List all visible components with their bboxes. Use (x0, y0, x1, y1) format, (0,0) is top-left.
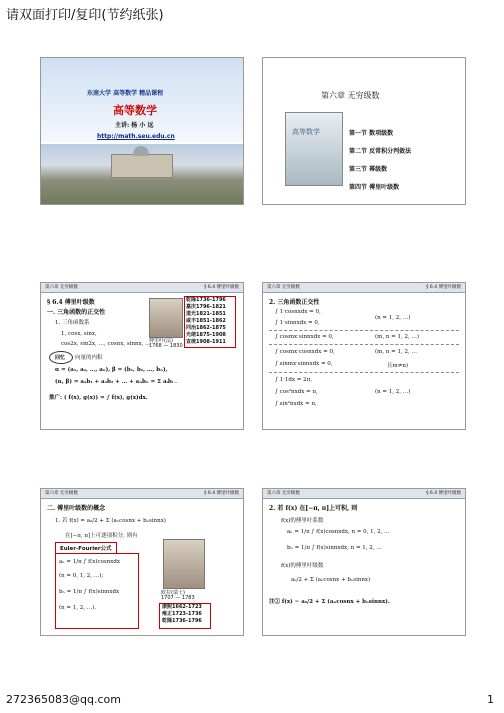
slide-bar: 第六章 无穷级数 § 6.4 傅里叶级数 (41, 489, 243, 499)
portrait-years: 1707 — 1783 (161, 595, 195, 601)
series-formula: a₀/2 + Σ (aₙcosnx + bₙsinnx) (291, 577, 371, 583)
divider (269, 344, 459, 345)
trig-line-2: cos2x, sin2x, …, cosnx, sinnx, … (61, 341, 151, 347)
footer-email: 272365083@qq.com (6, 693, 121, 706)
portrait-name: 欧拉(瑞士) (161, 590, 185, 596)
slide-fourier-concept (40, 488, 244, 636)
slide-cover (40, 57, 244, 205)
formula-b: bₙ = 1/π ∫ f(x)sinnxdx (59, 589, 120, 595)
slide-fourier-coefficients (262, 488, 466, 636)
course-title: 高等数学 (113, 104, 157, 117)
ortho-cond-3: (m, n = 1, 2, … (375, 349, 417, 355)
ortho-cond-5: (n = 1, 2, …) (375, 389, 411, 395)
toc-item-1[interactable]: 第一节 数项级数 (349, 130, 394, 137)
page-header: 请双面打印/复印(节约纸张) (6, 8, 164, 23)
book-cover: 高等数学 (285, 112, 343, 186)
slide-bar: 第六章 无穷级数 § 6.4 傅里叶级数 (263, 489, 465, 499)
portrait-years: 1768 — 1830 (149, 343, 183, 349)
slide-orthogonality (262, 282, 466, 430)
slide-bar: 第六章 无穷级数 § 6.4 傅里叶级数 (41, 283, 243, 293)
heading-1: 一. 三角函数的正交性 (47, 309, 106, 316)
ortho-eq-5: ∫ sinmx·sinnxdx = 0, (275, 361, 333, 367)
ortho-cond-2: (m, n = 1, 2, …) (375, 334, 420, 340)
page-number: 1 (487, 693, 494, 706)
chapter-title: 第六章 无穷级数 (321, 91, 380, 100)
slide-contents (262, 57, 466, 205)
course-url[interactable]: http://math.seu.edu.cn (97, 133, 175, 140)
formula-b-cond: (n = 1, 2, …). (59, 605, 97, 611)
euler-portrait (163, 539, 205, 589)
ortho-eq-6: ∫ 1·1dx = 2π, (275, 377, 312, 383)
condition-line: 2. 若 f(x) 在[−π, π]上可积, 则 (269, 505, 358, 512)
ortho-eq-1: ∫ 1·cosnxdx = 0, (275, 309, 321, 315)
slide-orthogonality-intro (40, 282, 244, 430)
section-title: § 6.4 傅里叶级数 (47, 299, 95, 306)
dynasty-list: 康熙1662-1723 雍正1723-1736 乾隆1736-1796 (162, 604, 202, 624)
formula-box: Euler-Fourier公式 (55, 542, 117, 554)
series-heading: f(x)的傅里叶级数 (281, 563, 324, 569)
formula-a: aₙ = 1/π ∫ f(x)cosnxdx (59, 559, 121, 565)
vector-inner-product: 向量的内积 (75, 355, 103, 361)
integrability-line: 在[−π, π]上可逐项积分, 则有 (65, 533, 138, 539)
ortho-eq-7: ∫ cos²nxdx = π, (275, 389, 318, 395)
campus-photo (41, 144, 243, 204)
ortho-eq-8: ∫ sin²nxdx = π, (275, 401, 317, 407)
eq-inner-product: (α, β) = a₁b₁ + a₂b₂ + … + aₙbₙ = Σ aᵢbᵢ . (55, 379, 177, 385)
eq-alpha-beta: α = (a₁, a₂, …, aₙ), β = (b₁, b₂, …, bₙ), (55, 367, 168, 373)
dynasty-list: 乾隆1736-1796 嘉庆1796-1821 道光1821-1851 咸丰1851-1862 同治1862-1875 光绪1875-1908 宣统1908-1911 (186, 297, 226, 345)
fourier-portrait (149, 298, 183, 338)
recall-bubble: 回忆 (49, 351, 73, 364)
school-title: 东南大学 高等数学 精品课程 (87, 90, 164, 97)
ortho-cond-1: (n = 1, 2, …) (375, 315, 411, 321)
heading: 2. 三角函数正交性 (269, 299, 320, 306)
trig-line-1: 1, cosx, sinx, (61, 331, 97, 337)
ortho-eq-3: ∫ cosmx·sinnxdx = 0, (275, 334, 334, 340)
toc-item-4[interactable]: 第四节 傅里叶级数 (349, 184, 400, 191)
divider (269, 372, 459, 373)
note-1: 注① f(x) ~ a₀/2 + Σ (aₙcosnx + bₙsinnx). (269, 599, 390, 605)
lecturer: 主讲: 杨 小 远 (115, 122, 154, 129)
coefficients-heading: f(x)的傅里叶系数 (281, 518, 324, 524)
slide-bar: 第六章 无穷级数 § 6.4 傅里叶级数 (263, 283, 465, 293)
ortho-eq-4: ∫ cosmx·cosnxdx = 0, (275, 349, 335, 355)
divider (269, 330, 459, 331)
toc-item-2[interactable]: 第二节 反常积分判敛法 (349, 148, 412, 155)
toc-item-3[interactable]: 第三节 幂级数 (349, 166, 388, 173)
ortho-cond-4: 且m≠n) (387, 363, 409, 369)
coeff-b: bₙ = 1/π ∫ f(x)sinnxdx, n = 1, 2, … (287, 545, 382, 551)
formula-a-cond: (n = 0, 1, 2, …); (59, 573, 104, 579)
assumption-line: 1. 若 f(x) = a₀/2 + Σ (aₙcosnx + bₙsinnx) (55, 518, 166, 524)
portrait-name: 傅里叶(法) (149, 338, 173, 344)
ortho-eq-2: ∫ 1·sinnxdx = 0, (275, 320, 320, 326)
heading-2: 1. 三角函数系 (55, 320, 90, 326)
coeff-a: aₙ = 1/π ∫ f(x)cosnxdx, n = 0, 1, 2, … (287, 529, 390, 535)
eq-generalization: 推广: ( f(x), g(x)) = ∫ f(x), g(x)dx. (49, 395, 148, 401)
heading: 二. 傅里叶级数的概念 (47, 505, 106, 512)
